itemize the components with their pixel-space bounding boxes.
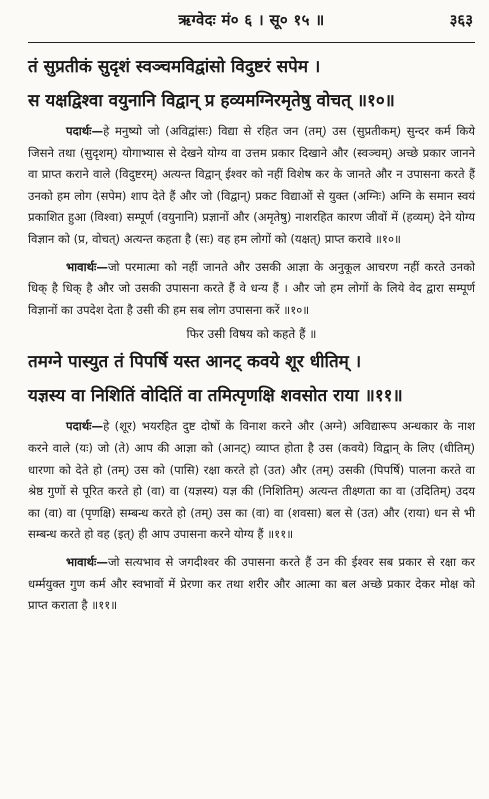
padartha-text: हे (शूर) भयरहित दुष्ट दोषों के विनाश करने और (अग्ने) अविद्यारूप अन्धकार के नाश करने वाले (यः) जो (ते) आप की आज्ञा को (आनट्) व्याप्त होता है उस (कवये) विद्वान् के लिए (धीतिम्) धारणा को देते हो (तम्) उस को (पासि) रक्षा करते हो (उत) और (तम्) उसकी (पिपर्षि) पालना करते वा श्रेष्ठ गुणों से पूरित करते हो (वा) वा (यज्ञस्य) यज्ञ की (निशितिम्) अत्यन्त तीक्ष्णता का वा (उदितिम्) उदय का (वा) वा (पृणक्षि) सम्बन्ध करते हो (तम्) उस का (वा) वा (शवसा) बल से (उत) और (राया) धन से भी सम्बन्ध करते हो वह (इत्) ही आप उपासना करने योग्य हैं ॥११॥: [28, 419, 475, 542]
page-header: [28, 0, 475, 43]
running-title: ऋग्वेदः मं० ६ । सू० १५ ॥: [178, 11, 325, 29]
page-number: ३६३: [449, 11, 473, 29]
bhavartha-label: भावार्थः—: [66, 259, 108, 274]
mantra-11-line-2: यज्ञस्य वा निशितिं वोदितिं वा तमित्पृणक्षि शवसोत राया ॥११॥: [28, 386, 403, 407]
bhavartha-11: [28, 552, 475, 617]
bhavartha-text: जो सत्यभाव से जगदीश्वर की उपासना करते हैं उन की ईश्वर सब प्रकार से रक्षा कर धर्म्मयुक्त गुण कर्म और स्वभावों में प्रेरणा कर तथा शरीर और आत्मा का बल अच्छे प्रकार देकर मोक्ष को प्राप्त कराता है ॥११॥: [28, 554, 475, 613]
padartha-11: [28, 416, 475, 546]
bhavartha-label: भावार्थः—: [66, 554, 108, 569]
bhavartha-text: जो परमात्मा को नहीं जानते और उसकी आज्ञा के अनुकूल आचरण नहीं करते उनको धिक् है धिक् है और जो उसकी उपासना करते हैं वे धन्य हैं । और जो हम लोगों के लिये वेद द्वारा सम्पूर्ण विज्ञानों का उपदेश देता है उसी की हम सब लोग उपासना करें ॥१०॥: [28, 259, 475, 317]
padartha-10: [28, 121, 475, 251]
padartha-text: हे मनुष्यो जो (अविद्वांसः) विद्या से रहित जन (तम्) उस (सुप्रतीकम्) सुन्दर कर्म किये जिसने तथा (सुदृशम्) योगाभ्यास से देखने योग्य वा उत्तम प्रकार दिखाने और (स्वञ्चम्) अच्छे प्रकार जानने वा प्राप्त कराने वाले (विदुष्टरम्) अत्यन्त विद्वान् ईश्वर को नहीं विशेष कर के जानते और न उपासना करते हैं उनको हम लोग (सपेम) शाप देते हैं और जो (विद्वान्) प्रकट विद्याओं से युक्त (अग्निः) अग्नि के समान स्वयं प्रकाशित हुआ (विश्वा) सम्पूर्ण (वयुनानि) प्रज्ञानों और (अमृतेषु) नाशरहित कारण जीवों में (हव्यम्) देने योग्य विज्ञान को (प्र, वोचत्) अत्यन्त कहता है (सः) वह हम लोगों को (यक्षत्) प्राप्त करावे ॥१०॥: [28, 124, 475, 246]
mantra-10-line-1: तं सुप्रतीकं सुदृशं स्वञ्चमविद्वांसो विदुष्टरं सपेम ।: [28, 57, 321, 77]
padartha-label: पदार्थः—: [66, 419, 104, 434]
mantra-11-line-1: तमग्ने पास्युत तं पिपर्षि यस्त आनट् कवये शूर धीतिम् ।: [28, 352, 362, 373]
transition-line: फिर उसी विषय को कहते हैं ॥: [186, 327, 317, 342]
mantra-10-line-2: स यक्षद्विश्वा वयुनानि विद्वान् प्र हव्यमग्निरमृतेषु वोचत् ॥१०॥: [28, 91, 395, 111]
bhavartha-10: [28, 257, 475, 322]
padartha-label: पदार्थः—: [66, 124, 104, 138]
